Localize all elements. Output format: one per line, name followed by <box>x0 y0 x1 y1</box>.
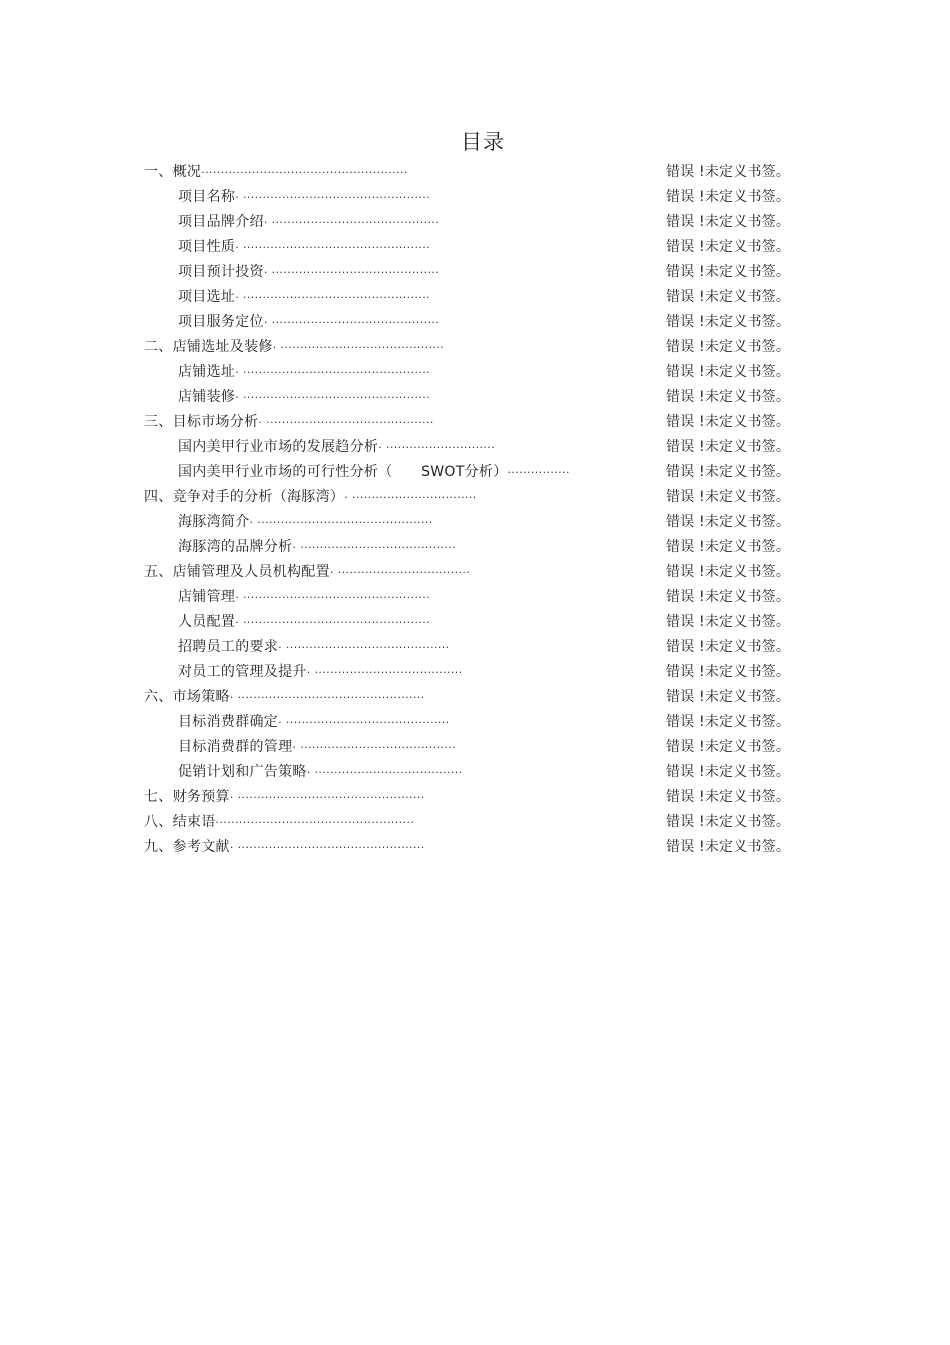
toc-entry[interactable] <box>0 635 950 660</box>
toc-entry[interactable] <box>0 785 950 810</box>
toc-entry-label: 对员工的管理及提升 <box>178 664 307 680</box>
toc-entry-page: 错误 !未定义书签。 <box>666 214 791 230</box>
toc-dot-leader: . .......................................... <box>278 713 450 726</box>
toc-dot-leader: . ............................ <box>378 438 496 451</box>
toc-entry[interactable] <box>0 385 950 410</box>
toc-entry-page: 错误 !未定义书签。 <box>666 764 791 780</box>
toc-entry[interactable] <box>0 235 950 260</box>
toc-dot-leader: . .......................................... <box>278 638 450 651</box>
toc-dot-leader: ..................................................... <box>201 163 408 176</box>
toc-entry-page: 错误 !未定义书签。 <box>666 289 791 305</box>
toc-entry-label: 人员配置 <box>178 614 236 630</box>
toc-entry-page: 错误 !未定义书签。 <box>666 689 791 705</box>
toc-entry[interactable] <box>0 335 950 360</box>
toc-entry-label: 项目选址 <box>178 289 236 305</box>
toc-dot-leader: . ...................................... <box>306 663 463 676</box>
toc-dot-leader: . ............................................. <box>249 513 433 526</box>
toc-entry-page: 错误 !未定义书签。 <box>666 389 791 405</box>
toc-entry-label: 八、结束语 <box>144 814 216 830</box>
toc-entry-page: 错误 !未定义书签。 <box>666 164 791 180</box>
toc-entry-page: 错误 !未定义书签。 <box>666 589 791 605</box>
toc-dot-leader: . ................................................ <box>235 363 431 376</box>
toc-dot-leader: ................ <box>507 463 570 476</box>
toc-entry-label: 海豚湾的品牌分析 <box>178 539 293 555</box>
toc-entry[interactable] <box>0 160 950 185</box>
toc-entry[interactable] <box>0 210 950 235</box>
toc-entry-label: 二、店铺选址及装修 <box>144 339 273 355</box>
toc-entry-label: 目标消费群的管理 <box>178 739 293 755</box>
toc-dot-leader: . ........................................ <box>292 538 457 551</box>
toc-entry[interactable] <box>0 185 950 210</box>
toc-dot-leader: . ........................................... <box>258 413 434 426</box>
toc-entry[interactable] <box>0 485 950 510</box>
toc-entry-label: 五、店铺管理及人员机构配置 <box>144 564 330 580</box>
toc-dot-leader: . ................................ <box>344 488 477 501</box>
toc-dot-leader: . ................................................ <box>235 238 431 251</box>
toc-entry-label: 项目品牌介绍 <box>178 214 264 230</box>
toc-dot-leader: . ................................................ <box>235 388 431 401</box>
toc-entry[interactable] <box>0 760 950 785</box>
toc-dot-leader: . ................................................ <box>235 288 431 301</box>
toc-entry-page: 错误 !未定义书签。 <box>666 564 791 580</box>
toc-entry[interactable] <box>0 835 950 860</box>
toc-dot-leader: . ........................................... <box>263 263 440 276</box>
toc-entry[interactable] <box>0 285 950 310</box>
toc-entry-label: 项目名称 <box>178 189 236 205</box>
toc-entry-page: 错误 !未定义书签。 <box>666 739 791 755</box>
toc-dot-leader: . ................................................ <box>229 788 425 801</box>
toc-entry[interactable] <box>0 660 950 685</box>
toc-dot-leader: ................................................... <box>215 813 415 826</box>
toc-entry-page: 错误 !未定义书签。 <box>666 664 791 680</box>
toc-dot-leader: . ........................................... <box>263 313 440 326</box>
toc-entry-page: 错误 !未定义书签。 <box>666 814 791 830</box>
toc-dot-leader: . .................................. <box>329 563 471 576</box>
toc-entry[interactable] <box>0 435 950 460</box>
toc-entry[interactable] <box>0 735 950 760</box>
toc-entry-page: 错误 !未定义书签。 <box>666 189 791 205</box>
toc-dot-leader: . ................................................ <box>235 188 431 201</box>
toc-entry[interactable] <box>0 560 950 585</box>
toc-entry-page: 错误 !未定义书签。 <box>666 339 791 355</box>
toc-entry-page: 错误 !未定义书签。 <box>666 264 791 280</box>
toc-entry-label: 目标消费群确定 <box>178 714 279 730</box>
toc-entry-label: 项目预计投资 <box>178 264 264 280</box>
toc-entry-label: 七、财务预算 <box>144 789 230 805</box>
toc-entry[interactable] <box>0 360 950 385</box>
toc-entry-label: 国内美甲行业市场的可行性分析（ SWOT分析） <box>178 464 508 480</box>
toc-entry-label: 九、参考文献 <box>144 839 230 855</box>
toc-entry-label: 店铺管理 <box>178 589 236 605</box>
toc-entry-label: 国内美甲行业市场的发展趋分析 <box>178 439 379 455</box>
toc-entry-label: 六、市场策略 <box>144 689 230 705</box>
toc-entry-label: 项目服务定位 <box>178 314 264 330</box>
toc-entry[interactable] <box>0 810 950 835</box>
toc-dot-leader: . ........................................ <box>292 738 457 751</box>
toc-entry-page: 错误 !未定义书签。 <box>666 314 791 330</box>
toc-entry[interactable] <box>0 510 950 535</box>
toc-entry-page: 错误 !未定义书签。 <box>666 364 791 380</box>
toc-entry[interactable] <box>0 310 950 335</box>
toc-entry[interactable] <box>0 710 950 735</box>
toc-entry-page: 错误 !未定义书签。 <box>666 539 791 555</box>
toc-entry[interactable] <box>0 585 950 610</box>
toc-dot-leader: . ........................................... <box>263 213 440 226</box>
toc-entry-page: 错误 !未定义书签。 <box>666 789 791 805</box>
toc-entry[interactable] <box>0 260 950 285</box>
toc-entry-label: 四、竞争对手的分析（海豚湾） <box>144 489 345 505</box>
toc-entry-page: 错误 !未定义书签。 <box>666 514 791 530</box>
toc-dot-leader: . ...................................... <box>306 763 463 776</box>
toc-entry[interactable] <box>0 610 950 635</box>
toc-entry-label: 项目性质 <box>178 239 236 255</box>
toc-entry[interactable] <box>0 535 950 560</box>
toc-entry-page: 错误 !未定义书签。 <box>666 239 791 255</box>
toc-dot-leader: . .......................................... <box>272 338 445 351</box>
toc-entry-label: 招聘员工的要求 <box>178 639 279 655</box>
toc-dot-leader: . ................................................ <box>229 688 425 701</box>
toc-dot-leader: . ................................................ <box>229 838 425 851</box>
toc-entry-page: 错误 !未定义书签。 <box>666 639 791 655</box>
toc-entry-page: 错误 !未定义书签。 <box>666 414 791 430</box>
toc-entry-page: 错误 !未定义书签。 <box>666 439 791 455</box>
table-of-contents <box>0 160 950 860</box>
toc-dot-leader: . ................................................ <box>235 588 431 601</box>
toc-entry[interactable] <box>0 685 950 710</box>
toc-entry-page: 错误 !未定义书签。 <box>666 614 791 630</box>
toc-entry-label: 店铺选址 <box>178 364 236 380</box>
toc-dot-leader: . ................................................ <box>235 613 431 626</box>
toc-entry-label: 店铺装修 <box>178 389 236 405</box>
toc-entry-page: 错误 !未定义书签。 <box>666 714 791 730</box>
toc-entry-label: 促销计划和广告策略 <box>178 764 307 780</box>
toc-entry-page: 错误 !未定义书签。 <box>666 489 791 505</box>
toc-entry-page: 错误 !未定义书签。 <box>666 464 791 480</box>
toc-entry-label: 三、目标市场分析 <box>144 414 259 430</box>
toc-entry-label: 海豚湾简介 <box>178 514 250 530</box>
toc-title: 目录 <box>461 130 505 154</box>
toc-entry-page: 错误 !未定义书签。 <box>666 839 791 855</box>
toc-entry-label: 一、概况 <box>144 164 202 180</box>
